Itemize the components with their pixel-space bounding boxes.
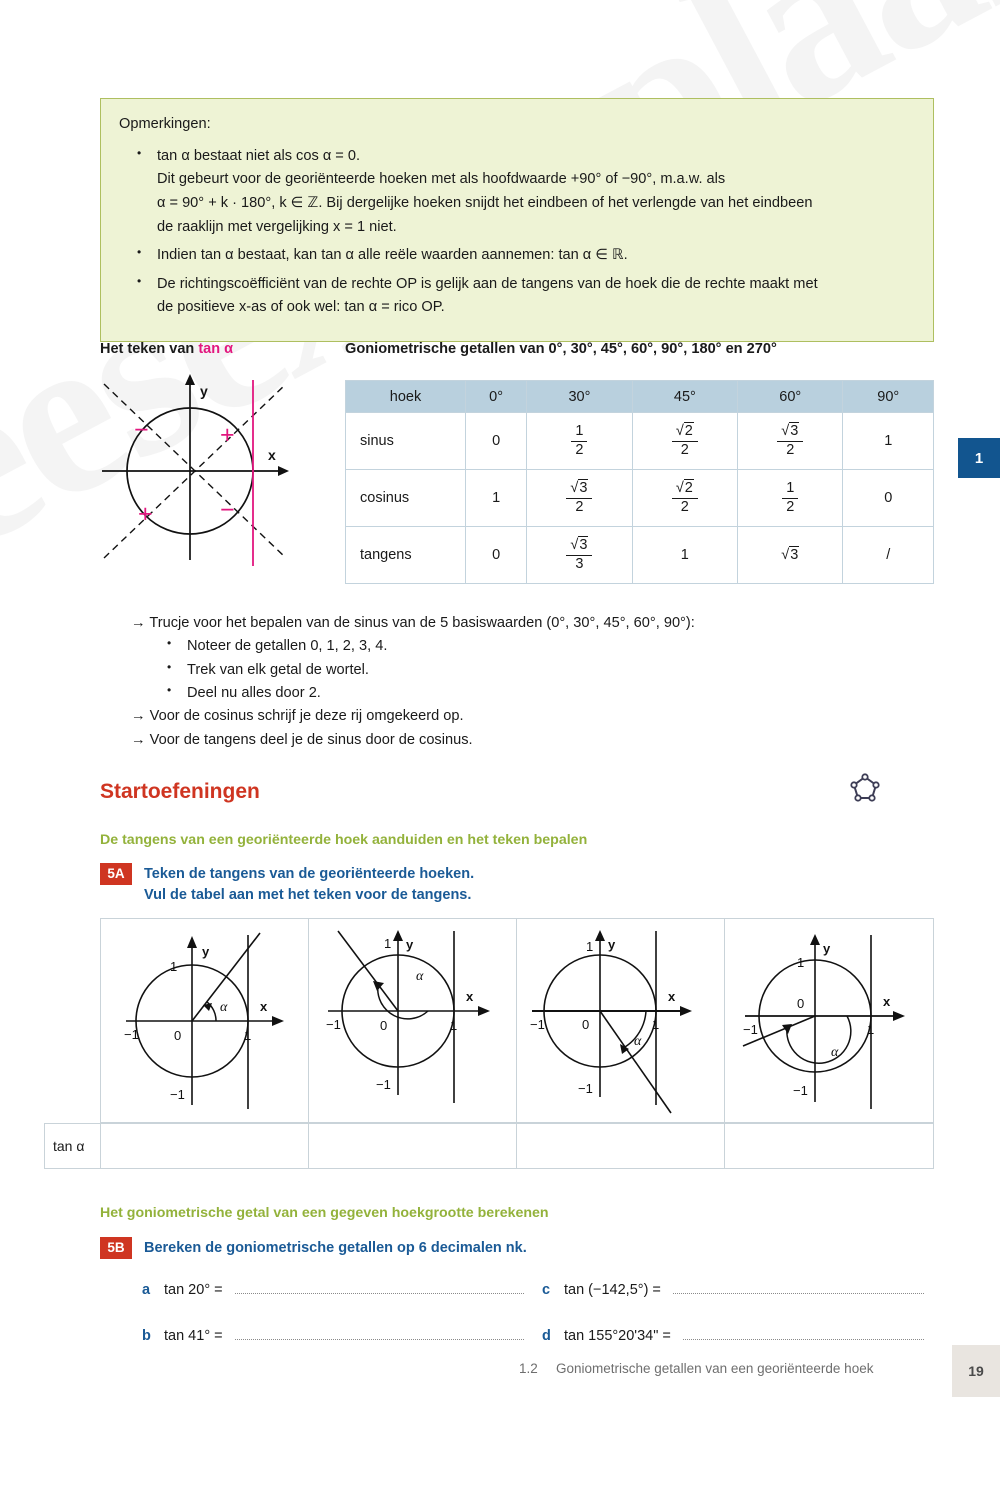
trick-bullet-list (131, 635, 871, 705)
trick-line-3: → Voor de tangens deel je de sinus door de cosinus. (131, 731, 473, 748)
answer-item-b (142, 1326, 542, 1344)
table-row-cosinus (346, 470, 934, 527)
trick-bullet: • Deel nu alles door 2. (167, 682, 871, 705)
tick-label-x-neg-1: −1 (742, 1022, 758, 1037)
footer-section-number: 1.2 (519, 1361, 538, 1376)
answer-letter-c: c (542, 1282, 551, 1298)
y-axis-label: y (822, 941, 830, 956)
cell-sinus-90: 1 (843, 413, 934, 470)
remarks-item-line: α = 90° + k · 180°, k ∈ ℤ. Bij dergelijke hoeken snijdt het eindbeen of het verlengde van het eindbeen (157, 194, 813, 211)
answer-letter-b: b (142, 1328, 151, 1344)
trick-line-1: → Trucje voor het bepalen van de sinus van de 5 basiswaarden (0°, 30°, 45°, 60°, 90°): (131, 615, 695, 631)
cell-sinus-60: $\frac{√3}{2}$ (738, 413, 843, 470)
tick-label-y-pos-1: 1 (796, 955, 804, 970)
unit-circle-figure-3 (528, 923, 713, 1118)
tan-alpha-answer-row (44, 1123, 934, 1169)
answer-row (142, 1326, 942, 1344)
remarks-item (119, 145, 915, 240)
y-axis-label: y (200, 383, 208, 399)
tick-label-y-pos-1: 1 (586, 939, 594, 954)
remarks-item-line: • tan α bestaat niet als cos α = 0. (157, 147, 361, 164)
col-header-hoek: hoek (346, 381, 466, 413)
col-header-0: 0° (466, 381, 527, 413)
cell-cosinus-90: 0 (843, 470, 934, 527)
answer-input-d[interactable] (683, 1326, 924, 1340)
x-axis-arrow (272, 1016, 284, 1026)
sign-heading-accent: tan α (198, 341, 234, 357)
remarks-item-line: de positieve x-as of ook wel: tan α = rico OP. (157, 299, 445, 316)
cell-cosinus-30: $\frac{√3}{2}$ (527, 470, 632, 527)
col-header-45: 45° (632, 381, 737, 413)
remarks-item-line: Dit gebeurt voor de georiënteerde hoeken met als hoofdwaarde +90° of −90°, m.a.w. als (157, 171, 726, 188)
subsection-heading-a: De tangens van een georiënteerde hoek aanduiden en het teken bepalen (100, 832, 588, 848)
x-axis-label: x (466, 989, 474, 1004)
remarks-item-line: de raaklijn met vergelijking x = 1 niet. (157, 218, 397, 235)
y-axis-arrow (393, 930, 403, 941)
exercise-5a (100, 863, 474, 906)
cell-sinus-30: $\frac{1}{2}$ (527, 413, 632, 470)
answer-row (142, 1280, 942, 1298)
exercise-5b (100, 1237, 527, 1259)
answer-question-a: tan 20° = (164, 1282, 223, 1298)
unit-circle-figure-1 (112, 923, 297, 1118)
tick-label-x-pos-1: 1 (866, 1022, 874, 1037)
x-axis-label: x (260, 999, 268, 1014)
figure-cell-3[interactable] (517, 919, 725, 1122)
cell-sinus-45: $\frac{√2}{2}$ (632, 413, 737, 470)
trick-block (131, 612, 871, 752)
tick-label-y-neg-1: −1 (170, 1087, 185, 1102)
angle-label: α (416, 969, 424, 984)
remarks-item-line: • De richtingscoëfficiënt van de rechte OP is gelijk aan de tangens van de hoek die de rechte maakt met (157, 275, 818, 292)
trick-line-2: → Voor de cosinus schrijf je deze rij omgekeerd op. (131, 708, 464, 725)
quadrant-1-sign: + (220, 421, 235, 449)
answer-input-a[interactable] (235, 1280, 524, 1294)
y-axis-arrow (187, 936, 197, 948)
cell-tangens-60: √3 (738, 527, 843, 584)
remarks-title: Opmerkingen: (119, 116, 211, 132)
tick-label-x-pos-1: 1 (244, 1028, 252, 1043)
y-axis-label: y (608, 937, 616, 952)
angle-label: α (220, 1000, 228, 1015)
y-axis-arrow (810, 934, 820, 945)
answer-question-b: tan 41° = (164, 1328, 223, 1344)
exercise-5a-badge: 5A (100, 863, 132, 885)
cell-cosinus-60: $\frac{1}{2}$ (738, 470, 843, 527)
tan-alpha-answer-cell-4[interactable] (725, 1124, 933, 1168)
answer-question-d: tan 155°20'34" = (564, 1328, 671, 1344)
table-row-sinus (346, 413, 934, 470)
figure-cell-2[interactable] (309, 919, 517, 1122)
tick-label-y-pos-1: 1 (170, 959, 178, 974)
tick-label-x-pos-1: 1 (450, 1018, 458, 1033)
figure-cell-1[interactable] (101, 919, 309, 1122)
gonio-table-heading: Goniometrische getallen van 0°, 30°, 45°, 60°, 90°, 180° en 270° (345, 341, 777, 357)
remarks-list (119, 145, 915, 320)
answer-letter-d: d (542, 1328, 551, 1344)
tan-alpha-answer-cell-2[interactable] (309, 1124, 517, 1168)
tan-sign-unit-circle-figure (96, 370, 296, 575)
subsection-heading-b: Het goniometrische getal van een gegeven hoekgrootte berekenen (100, 1205, 549, 1221)
tick-label-origin: 0 (796, 996, 804, 1011)
exercise-5b-text: Bereken de goniometrische getallen op 6 decimalen nk. (144, 1240, 527, 1256)
answer-item-c (542, 1280, 942, 1298)
x-axis-label: x (882, 994, 890, 1009)
quadrant-3-sign: + (138, 500, 153, 528)
x-axis-label: x (668, 989, 676, 1004)
quadrant-2-sign: − (134, 416, 149, 444)
col-header-60: 60° (738, 381, 843, 413)
x-axis-arrow (478, 1006, 490, 1016)
tick-label-x-neg-1: −1 (326, 1017, 341, 1032)
answer-item-a (142, 1280, 542, 1298)
tick-label-x-pos-1: 1 (652, 1017, 660, 1032)
cell-cosinus-0: 1 (466, 470, 527, 527)
tick-label-x-neg-1: −1 (124, 1027, 139, 1042)
footer-section-title: Goniometrische getallen van een georiënteerde hoek (556, 1361, 874, 1376)
answer-item-d (542, 1326, 942, 1344)
y-axis-arrow (185, 374, 195, 385)
tick-label-y-neg-1: −1 (376, 1077, 391, 1092)
tick-label-origin: 0 (380, 1018, 388, 1033)
cell-tangens-30: $\frac{√3}{3}$ (527, 527, 632, 584)
page-number: 19 (952, 1345, 1000, 1397)
sign-figure-heading (100, 341, 233, 357)
answer-input-b[interactable] (235, 1326, 524, 1340)
cell-sinus-0: 0 (466, 413, 527, 470)
angle-arc (378, 985, 428, 1019)
gonio-table (345, 380, 934, 584)
col-header-90: 90° (843, 381, 934, 413)
terminal-ray (600, 1011, 671, 1113)
x-axis-label: x (268, 447, 276, 463)
remarks-box (100, 98, 934, 342)
y-axis-arrow (595, 930, 605, 941)
tick-label-y-neg-1: −1 (792, 1083, 808, 1098)
unit-circle-figure-2 (320, 923, 505, 1118)
tan-alpha-answer-cell-1[interactable] (101, 1124, 309, 1168)
tan-alpha-answer-cell-3[interactable] (517, 1124, 725, 1168)
cell-cosinus-45: $\frac{√2}{2}$ (632, 470, 737, 527)
geogebra-icon[interactable] (848, 772, 882, 806)
exercise-5b-badge: 5B (100, 1237, 132, 1259)
tick-label-y-pos-1: 1 (384, 936, 392, 951)
cell-tangens-90: / (843, 527, 934, 584)
remarks-item (119, 273, 915, 320)
exercise-5a-figure-grid (100, 918, 934, 1123)
exercise-5a-line-1: Teken de tangens van de georiënteerde hoeken. (144, 866, 475, 882)
remarks-item (119, 244, 915, 268)
x-axis-arrow (278, 466, 289, 476)
quadrant-4-sign: − (220, 496, 235, 524)
row-label-cosinus: cosinus (346, 470, 466, 527)
table-row-tangens (346, 527, 934, 584)
trick-bullet: • Trek van elk getal de wortel. (167, 659, 871, 682)
answer-question-c: tan (−142,5°) = (564, 1282, 661, 1298)
cell-tangens-45: 1 (632, 527, 737, 584)
tan-alpha-row-label: tan α (45, 1124, 101, 1168)
x-axis-arrow (680, 1006, 692, 1016)
sign-heading-plain: Het teken van (100, 341, 199, 357)
startoefeningen-title: Startoefeningen (100, 780, 260, 803)
x-axis-arrow (893, 1011, 905, 1021)
tick-label-x-neg-1: −1 (530, 1017, 545, 1032)
y-axis-label: y (202, 944, 210, 959)
angle-label: α (634, 1034, 642, 1049)
tick-label-y-neg-1: −1 (578, 1081, 593, 1096)
page-footer (0, 1355, 1000, 1389)
table-header-row (346, 381, 934, 413)
figure-cell-4[interactable] (725, 919, 933, 1122)
tick-label-origin: 0 (582, 1017, 590, 1032)
answer-input-c[interactable] (673, 1280, 924, 1294)
remarks-item-line: • Indien tan α bestaat, kan tan α alle reële waarden aannemen: tan α ∈ ℝ. (157, 247, 628, 264)
col-header-30: 30° (527, 381, 632, 413)
row-label-tangens: tangens (346, 527, 466, 584)
y-axis-label: y (406, 937, 414, 952)
tick-label-origin: 0 (174, 1028, 182, 1043)
exercise-5a-text (144, 864, 474, 906)
chapter-tab: 1 (958, 438, 1000, 478)
cell-tangens-0: 0 (466, 527, 527, 584)
row-label-sinus: sinus (346, 413, 466, 470)
unit-circle-figure-4 (737, 923, 922, 1118)
trick-bullet: • Noteer de getallen 0, 1, 2, 3, 4. (167, 635, 871, 658)
exercise-5a-line-2: Vul de tabel aan met het teken voor de tangens. (144, 887, 472, 904)
angle-label: α (830, 1045, 838, 1060)
answer-letter-a: a (142, 1282, 151, 1298)
